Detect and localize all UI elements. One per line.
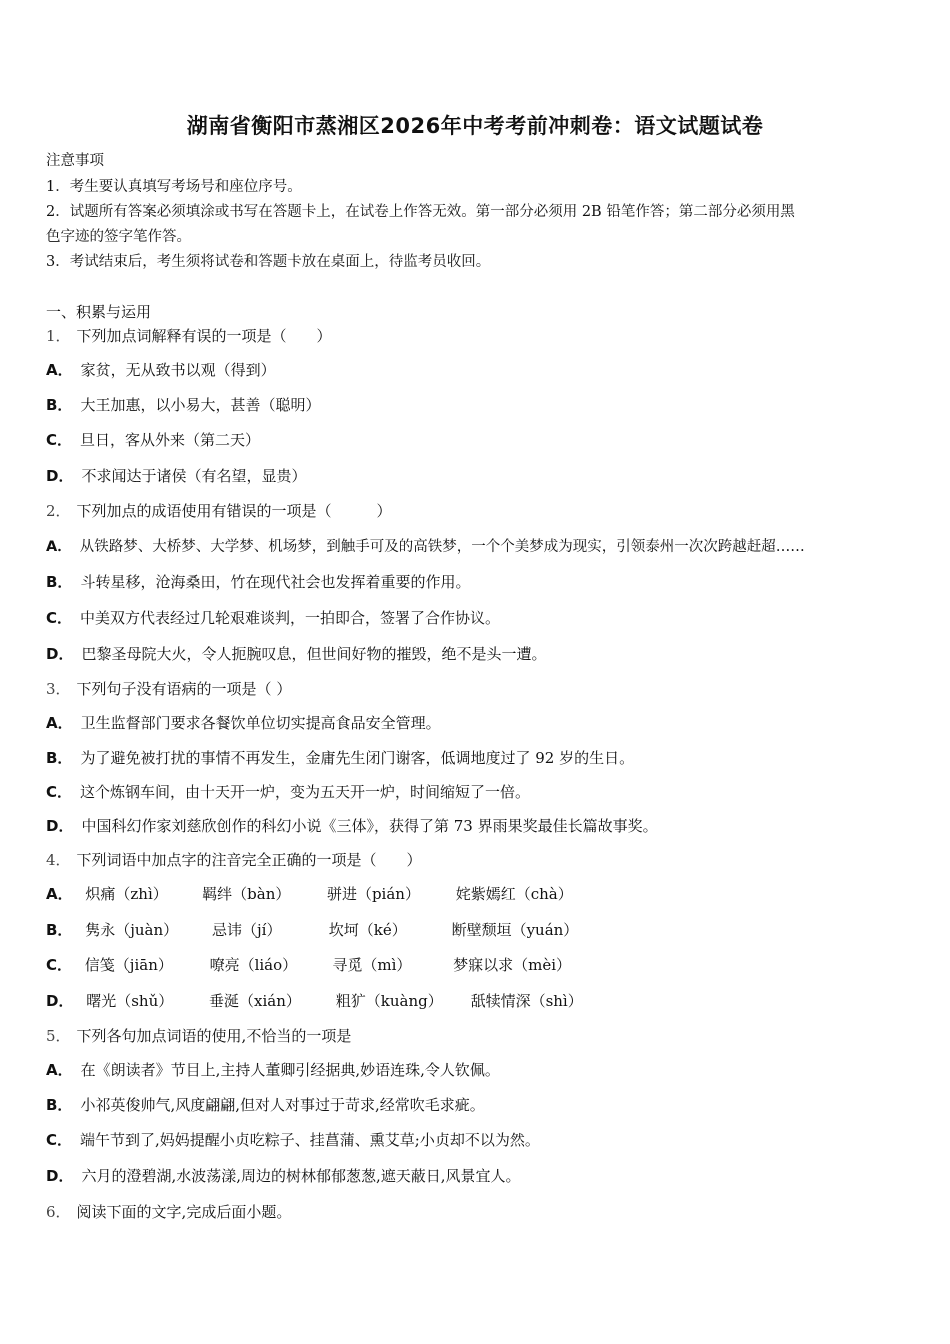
option-label: A． [46,885,73,903]
option-text: 端午节到了,妈妈提醒小贞吃粽子、挂菖蒲、熏艾草;小贞却不以为然。 [80,1131,540,1149]
question-2 [46,501,392,521]
page-title: 湖南省衡阳市蒸湘区2026年中考考前冲刺卷：语文试题试卷 [186,114,764,138]
option-text: 这个炼钢车间，由十天开一炉，变为五天开一炉，时间缩短了一倍。 [80,783,531,801]
question-stem: 下列加点词解释有误的一项是（ ） [76,327,332,345]
option-label: C． [46,1131,73,1149]
question-stem: 下列句子没有语病的一项是（ ） [76,680,292,698]
option-text: 为了避免被打扰的事情不再发生，金庸先生闭门谢客，低调地度过了 92 岁的生日。 [80,749,635,767]
question-1 [46,326,332,346]
pinyin-item: 垂涎（xián） [209,992,301,1010]
option-text: 中美双方代表经过几轮艰难谈判，一拍即合，签署了合作协议。 [80,609,501,627]
question-number: 1． [46,327,71,345]
question-6 [46,1202,291,1222]
pinyin-item: 舐犊情深（shì） [470,992,583,1010]
option-label: D． [46,467,74,485]
option [46,608,500,628]
pinyin-option [46,920,578,940]
question-5 [46,1026,351,1046]
pinyin-item: 隽永（juàn） [85,921,179,939]
pinyin-item: 嘹亮（liáo） [209,956,298,974]
pinyin-item: 寻觅（mì） [332,956,412,974]
option-label: A． [46,361,73,379]
pinyin-option [46,955,571,975]
question-4 [46,850,422,870]
pinyin-item: 粗犷（kuàng） [335,992,443,1010]
option-label: C． [46,431,73,449]
question-number: 3． [46,680,71,698]
option-text: 巴黎圣母院大火，令人扼腕叹息，但世间好物的摧毁，绝不是头一遭。 [81,645,547,663]
option-text: 大王加惠，以小易大，甚善（聪明） [80,396,321,414]
question-number: 5． [46,1027,71,1045]
option-label: B． [46,573,73,591]
option [46,430,260,450]
notice-item: 3．考试结束后，考生须将试卷和答题卡放在桌面上，待监考员收回。 [46,254,491,270]
question-number: 2． [46,502,71,520]
option [46,1130,540,1150]
option-label: D． [46,645,74,663]
pinyin-item: 姹紫嫣红（chà） [455,885,573,903]
question-stem: 下列词语中加点字的注音完全正确的一项是（ ） [76,851,422,869]
option-text: 六月的澄碧湖,水波荡漾,周边的树林郁郁葱葱,遮天蔽日,风景宜人。 [81,1167,521,1185]
option-label: D． [46,817,74,835]
option-label: B． [46,396,73,414]
option [46,713,441,733]
pinyin-item: 炽痛（zhì） [85,885,168,903]
question-3 [46,679,291,699]
pinyin-item: 梦寐以求（mèi） [453,956,572,974]
option-text: 旦日，客从外来（第二天） [80,431,261,449]
option-label: A． [46,714,73,732]
option [46,1166,521,1186]
option-text: 家贫，无从致书以观（得到） [80,361,276,379]
option [46,1095,485,1115]
question-number: 6． [46,1203,71,1221]
option [46,360,276,380]
option-label: D． [46,1167,74,1185]
pinyin-item: 忌讳（jí） [212,921,282,939]
pinyin-item: 羁绊（bàn） [202,885,291,903]
question-stem: 下列加点的成语使用有错误的一项是（ ） [76,502,392,520]
notice-item: 2．试题所有答案必须填涂或书写在答题卡上，在试卷上作答无效。第一部分必须用 2B 铅笔作答；第二部分必须用黑 [46,204,795,220]
pinyin-option [46,991,583,1011]
option-label: B． [46,921,73,939]
option-text: 卫生监督部门要求各餐饮单位切实提高食品安全管理。 [80,714,441,732]
option [46,572,470,592]
option-text: 斗转星移，沧海桑田，竹在现代社会也发挥着重要的作用。 [80,573,471,591]
question-number: 4． [46,851,71,869]
option-text: 小祁英俊帅气,风度翩翩,但对人对事过于苛求,经常吹毛求疵。 [80,1096,485,1114]
pinyin-option [46,884,573,904]
option [46,1060,500,1080]
pinyin-item: 断壁颓垣（yuán） [451,921,579,939]
notice-heading: 注意事项 [46,153,104,169]
option-label: A． [46,1061,73,1079]
option [46,537,805,557]
question-stem: 阅读下面的文字,完成后面小题。 [76,1203,292,1221]
option [46,466,306,486]
pinyin-item: 坎坷（ké） [328,921,407,939]
notice-item: 色字迹的签字笔作答。 [46,229,191,245]
option-text: 从铁路梦、大桥梦、大学梦、机场梦，到触手可及的高铁梦，一个个美梦成为现实，引领泰州一次次跨越赶超…… [79,539,805,555]
pinyin-item: 信笺（jiān） [84,956,173,974]
option-label: A． [46,539,72,555]
section-heading: 一、积累与运用 [46,303,152,321]
option-label: C． [46,956,73,974]
option [46,782,530,802]
option-label: C． [46,783,73,801]
option [46,816,658,836]
option-label: B． [46,749,73,767]
pinyin-item: 骈进（pián） [326,885,420,903]
option [46,748,634,768]
question-stem: 下列各句加点词语的使用,不恰当的一项是 [76,1027,352,1045]
notice-item: 1．考生要认真填写考场号和座位序号。 [46,179,302,195]
option [46,644,546,664]
option-text: 在《朗读者》节目上,主持人董卿引经据典,妙语连珠,令人钦佩。 [80,1061,500,1079]
option-text: 不求闻达于诸侯（有名望，显贵） [81,467,307,485]
option [46,395,320,415]
option-label: B． [46,1096,73,1114]
option-label: D． [46,992,74,1010]
pinyin-item: 曙光（shǔ） [86,992,174,1010]
option-label: C． [46,609,73,627]
option-text: 中国科幻作家刘慈欣创作的科幻小说《三体》，获得了第 73 界雨果奖最佳长篇故事奖。 [81,817,658,835]
